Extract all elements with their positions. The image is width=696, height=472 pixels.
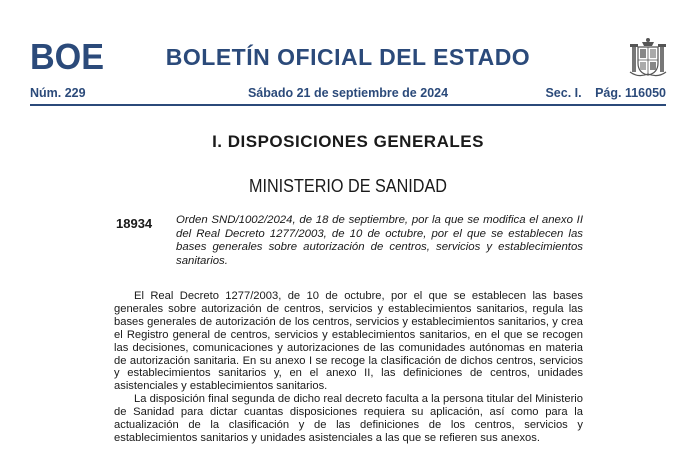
header-divider bbox=[30, 104, 666, 106]
section-heading: I. DISPOSICIONES GENERALES bbox=[212, 132, 484, 151]
section-label: Sec. I. bbox=[545, 86, 582, 100]
page-number: Pág. 116050 bbox=[595, 86, 666, 100]
order-number: 18934 bbox=[116, 216, 153, 231]
boe-logo-text: BOE bbox=[30, 40, 104, 72]
issue-date: Sábado 21 de septiembre de 2024 bbox=[247, 86, 449, 100]
publication-title: BOLETÍN OFICIAL DEL ESTADO bbox=[165, 44, 531, 70]
issue-number: Núm. 229 bbox=[30, 86, 86, 100]
document-body bbox=[114, 290, 583, 445]
section-page-info bbox=[535, 86, 666, 100]
spain-coat-of-arms-icon bbox=[628, 36, 668, 78]
body-paragraph: La disposición final segunda de dicho real decreto faculta a la persona titular del Ministerio de Sanidad para dictar cuantas disposiciones requiera su aplicación, así como para la actualización de la clasificación y de las definiciones de los centros, servicios y establecimientos sanitarios y unidades asistenciales a las que se refieren sus anexos. bbox=[114, 393, 583, 444]
body-paragraph: El Real Decreto 1277/2003, de 10 de octubre, por el que se establecen las bases generales sobre autorización de centros, servicios y establecimientos sanitarios, regula las bases generales de autorización de los centros, servicios y establecimientos sanitarios, y crea el Registro general de centros, servicios y establecimientos sanitarios, en el que se recogen las decisiones, comunicaciones y autorizaciones de las comunidades autónomas en materia de autorización sanitaria. En su anexo I se recoge la clasificación de dichos centros, servicios y establecimientos sanitarios y, en el anexo II, las definiciones de centros, unidades asistenciales y establecimientos sanitarios. bbox=[114, 290, 583, 393]
order-summary: Orden SND/1002/2024, de 18 de septiembre, por la que se modifica el anexo II del Real Decreto 1277/2003, de 10 de octubre, por el que se establecen las bases generales sobre autorización de centros, servicios y establecimientos sanitarios. bbox=[176, 214, 583, 267]
issue-meta-row bbox=[30, 86, 666, 104]
ministry-heading: MINISTERIO DE SANIDAD bbox=[248, 176, 448, 196]
page-header bbox=[0, 0, 696, 84]
